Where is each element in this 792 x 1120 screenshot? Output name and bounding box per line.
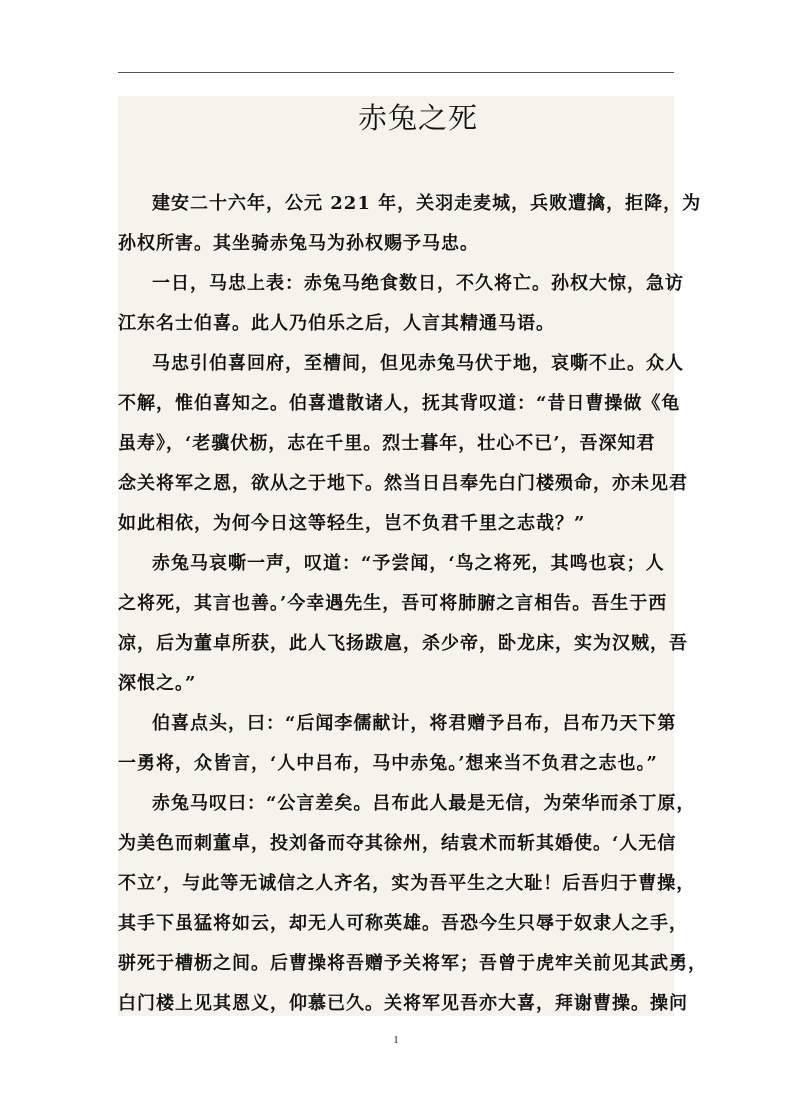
text-line: 建安二十六年，公元 221 年，关羽走麦城，兵败遭擒，拒降，为 xyxy=(152,193,702,214)
text-line: 如此相依，为何今日这等轻生，岂不负君千里之志哉？” xyxy=(118,513,586,534)
text-line: 之将死，其言也善。’今幸遇先生，吾可将肺腑之言相告。吾生于西 xyxy=(118,593,668,614)
document-title: 赤兔之死 xyxy=(357,101,478,135)
text-line: 凉，后为董卓所获，此人飞扬跋扈，杀少帝，卧龙床，实为汉贼，吾 xyxy=(118,633,688,654)
text-line: 为美色而刺董卓，投刘备而夺其徐州，结袁术而斩其婚使。‘人无信 xyxy=(118,833,677,854)
text-line: 深恨之。” xyxy=(118,673,197,694)
text-line: 赤兔马叹曰：“公言差矣。吕布此人最是无信，为荣华而杀丁原， xyxy=(152,793,696,814)
text-line: 赤兔马哀嘶一声，叹道：“予尝闻，‘鸟之将死，其鸣也哀；人 xyxy=(152,553,665,574)
text-line: 不解，惟伯喜知之。伯喜遣散诸人，抚其背叹道：“昔日曹操做《龟 xyxy=(118,393,681,414)
page-number: 1 xyxy=(393,1034,399,1046)
text-line: 不立’，与此等无诚信之人齐名，实为吾平生之大耻！后吾归于曹操， xyxy=(118,873,696,894)
text-line: 白门楼上见其恩义，仰慕已久。关将军见吾亦大喜，拜谢曹操。操问 xyxy=(118,993,688,1014)
text-line: 其手下虽猛将如云，却无人可称英雄。吾恐今生只辱于奴隶人之手， xyxy=(118,913,688,934)
text-line: 孙权所害。其坐骑赤兔马为孙权赐予马忠。 xyxy=(118,233,479,254)
text-line: 马忠引伯喜回府，至槽间，但见赤兔马伏于地，哀嘶不止。众人 xyxy=(152,353,684,374)
text-line: 念关将军之恩，欲从之于地下。然当日吕奉先白门楼殒命，亦未见君 xyxy=(118,473,688,494)
text-line: 一日，马忠上表：赤兔马绝食数日，不久将亡。孙权大惊，急访 xyxy=(152,273,684,294)
text-line: 骈死于槽枥之间。后曹操将吾赠予关将军；吾曾于虎牢关前见其武勇， xyxy=(118,953,707,974)
text-line: 江东名士伯喜。此人乃伯乐之后，人言其精通马语。 xyxy=(118,313,555,334)
text-line: 虽寿》，‘老骥伏枥，志在千里。烈士暮年，壮心不已’，吾深知君 xyxy=(118,433,656,454)
text-line: 伯喜点头，曰：“后闻李儒献计，将君赠予吕布，吕布乃天下第 xyxy=(152,713,677,734)
header-rule xyxy=(118,72,674,73)
text-line: 一勇将，众皆言，‘人中吕布，马中赤兔。’想来当不负君之志也。” xyxy=(118,753,658,774)
